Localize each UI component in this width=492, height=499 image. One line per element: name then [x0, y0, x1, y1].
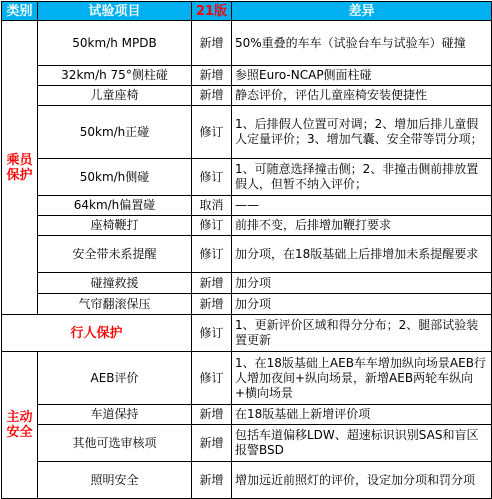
change-type: 修订	[192, 159, 232, 196]
test-item: 儿童座椅	[38, 86, 192, 106]
table-row	[2, 462, 492, 499]
header-category: 类别	[2, 2, 38, 21]
change-type: 取消	[192, 196, 232, 216]
category-active-safety	[2, 352, 38, 499]
category-text: 保护	[6, 167, 33, 183]
change-type: 修订	[192, 315, 232, 352]
difference: 加分项，在18版基础上后排增加未系提醒要求	[232, 236, 492, 273]
test-item: 安全带未系提醒	[38, 236, 192, 273]
category-text: 主动	[6, 410, 33, 425]
test-item: 碰撞救援	[38, 273, 192, 294]
change-type: 新增	[192, 405, 232, 425]
header-diff: 差异	[232, 2, 492, 21]
test-item: 其他可选审核项	[38, 425, 192, 462]
difference: 1、更新评价区域和得分分布；2、腿部试验装置更新	[232, 315, 492, 352]
change-type: 新增	[192, 273, 232, 294]
change-type: 修订	[192, 106, 232, 159]
test-item: AEB评价	[38, 352, 192, 405]
difference: 50%重叠的车车（试验台车与试验车）碰撞	[232, 21, 492, 66]
change-type: 新增	[192, 425, 232, 462]
difference: 前排不变，后排增加鞭打要求	[232, 216, 492, 236]
comparison-table	[1, 1, 492, 499]
test-item: 64km/h偏置碰	[38, 196, 192, 216]
difference: 1、在18版基础上AEB车车增加纵向场景AEB行人增加夜间+纵向场景，新增AEB两轮车纵向+横向场景	[232, 352, 492, 405]
category-occupant-protection	[2, 21, 38, 315]
table-row	[2, 352, 492, 405]
change-type: 修订	[192, 216, 232, 236]
test-item: 32km/h 75°侧柱碰	[38, 66, 192, 86]
table-row	[2, 21, 492, 66]
change-type: 新增	[192, 86, 232, 106]
header-item: 试验项目	[38, 2, 192, 21]
test-item: 气帘翻滚保压	[38, 294, 192, 315]
difference: ——	[232, 196, 492, 216]
change-type: 修订	[192, 352, 232, 405]
change-type: 新增	[192, 294, 232, 315]
table-row	[2, 236, 492, 273]
difference: 1、后排假人位置可对调；2、增加后排儿童假人定量评价；3、增加气囊、安全带等罚分项；	[232, 106, 492, 159]
table-row	[2, 196, 492, 216]
table-row	[2, 315, 492, 352]
test-item: 车道保持	[38, 405, 192, 425]
test-item: 50km/h侧碰	[38, 159, 192, 196]
category-text: 乘员	[6, 152, 33, 168]
table-row	[2, 273, 492, 294]
difference: 加分项	[232, 273, 492, 294]
category-text: 安全	[6, 425, 33, 440]
difference: 1、可随意选择撞击侧；2、非撞击侧前排放置假人，但暂不纳入评价；	[232, 159, 492, 196]
change-type: 修订	[192, 236, 232, 273]
table-row	[2, 405, 492, 425]
difference: 在18版基础上新增评价项	[232, 405, 492, 425]
test-item: 50km/h MPDB	[38, 21, 192, 66]
change-type: 新增	[192, 66, 232, 86]
table-row	[2, 159, 492, 196]
header-version: 21版	[192, 2, 232, 21]
change-type: 新增	[192, 21, 232, 66]
table-row	[2, 106, 492, 159]
table-row	[2, 86, 492, 106]
table-row	[2, 425, 492, 462]
difference: 参照Euro-NCAP侧面柱碰	[232, 66, 492, 86]
category-pedestrian-protection: 行人保护	[2, 315, 192, 352]
table-row	[2, 216, 492, 236]
change-type: 新增	[192, 462, 232, 499]
difference: 静态评价，评估儿童座椅安装便捷性	[232, 86, 492, 106]
difference: 包括车道偏移LDW、超速标识识别SAS和盲区报警BSD	[232, 425, 492, 462]
test-item: 照明安全	[38, 462, 192, 499]
test-item: 座椅鞭打	[38, 216, 192, 236]
test-item: 50km/h正碰	[38, 106, 192, 159]
table-row	[2, 66, 492, 86]
difference: 加分项	[232, 294, 492, 315]
difference: 增加远近前照灯的评价，设定加分项和罚分项	[232, 462, 492, 499]
table-row	[2, 294, 492, 315]
header-row	[2, 2, 492, 21]
